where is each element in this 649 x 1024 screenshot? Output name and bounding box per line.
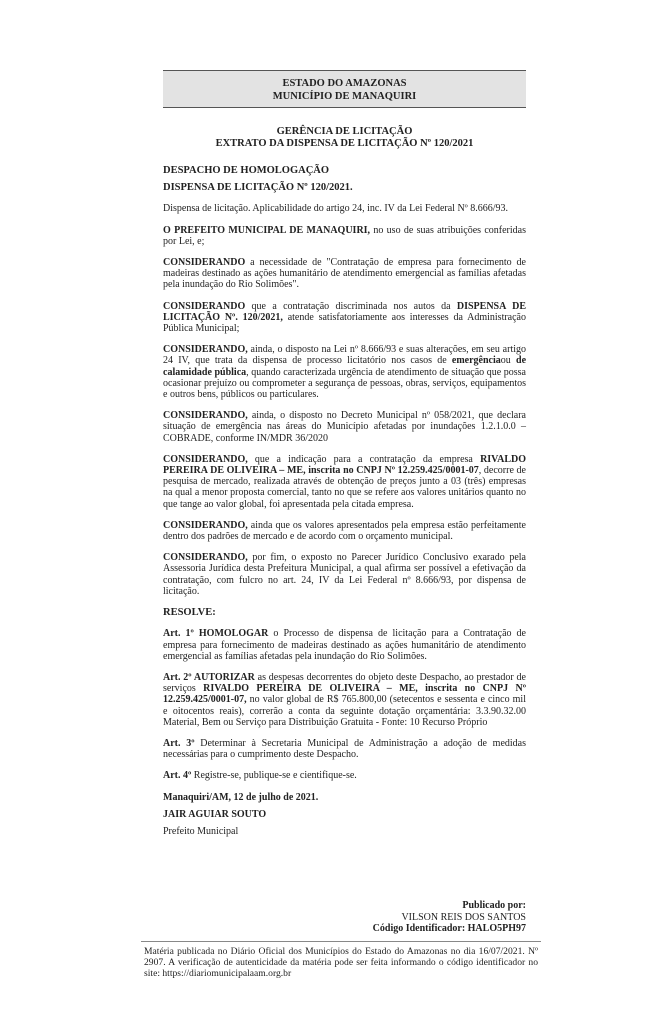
paragraph-9: CONSIDERANDO, por fim, o exposto no Parecer Jurídico Conclusivo exarado pela Assessoria Jurídica desta Prefeitura Municipal, a qual afirma ser possível a efetivação da contratação, com fulcro no art. 24, IV da Lei Federal nº 8.666/93, por dispensa de licitação. (163, 552, 526, 597)
dispensa-heading: DISPENSA DE LICITAÇÃO Nº 120/2021. (163, 182, 353, 194)
signer-role: Prefeito Municipal (163, 825, 239, 837)
paragraph-2: O PREFEITO MUNICIPAL DE MANAQUIRI, no uso de suas atribuições conferidas por Lei, e; (163, 224, 526, 247)
header-box (163, 70, 526, 108)
resolve-heading: RESOLVE: (163, 607, 216, 619)
article-4: Art. 4º Registre-se, publique-se e cientifique-se. (163, 770, 357, 782)
paragraph-5: CONSIDERANDO, ainda, o disposto na Lei nº 8.666/93 e suas alterações, em seu artigo 24 IV, que trata da dispensa de processo licitatório nos casos de emergênciaou de calamidade pública, quando caracterizada urgência de atendimento de situação que possa ocasionar prejuízo ou comprometer a segurança de pessoas, obras, serviços, equipamentos e outros bens, públicos ou particulares. (163, 344, 527, 401)
article-3: Art. 3º Determinar à Secretaria Municipal de Administração a adoção de medidas necessárias para o cumprimento deste Despacho. (163, 737, 526, 761)
paragraph-7: CONSIDERANDO, que a indicação para a contratação da empresa RIVALDO PEREIRA DE OLIVEIRA – ME, inscrita no CNPJ Nº 12.259.425/0001-07, decorre de pesquisa de mercado, realizada através de obtenção de preços junto a 03 (três) empresas na qual a menor proposta comercial, tanto no que se refere aos valores unitários quanto no que tange ao valor global, foi apresentada pela citada empresa. (163, 453, 526, 510)
paragraph-3: CONSIDERANDO a necessidade de "Contratação de empresa para fornecimento de madeiras destinado as ações humanitário de atendimento emergencial as famílias afetadas pela inundação do Rio Solimões". (163, 257, 526, 291)
subtitle (163, 126, 526, 150)
subtitle-extract: EXTRATO DA DISPENSA DE LICITAÇÃO Nº 120/2021 (215, 138, 474, 149)
footer-note: Matéria publicada no Diário Oficial dos Municípios do Estado do Amazonas no dia 16/07/2021. Nº 2907. A verificação de autenticidade da matéria pode ser feita informando o código identificador no site: https://diariomunicipalaam.org.br (144, 946, 538, 980)
header-state: ESTADO DO AMAZONAS (282, 78, 407, 89)
article-1: Art. 1º HOMOLOGAR o Processo de dispensa de licitação para a Contratação de empresa para fornecimento de madeiras destinado as ações humanitário de atendimento emergencial as famílias afetadas pela inundação do Rio Solimões. (163, 628, 526, 662)
signer-name: JAIR AGUIAR SOUTO (163, 808, 267, 820)
publication-block (163, 900, 526, 935)
paragraph-4: CONSIDERANDO que a contratação discriminada nos autos da DISPENSA DE LICITAÇÃO Nº. 120/2021, atende satisfatoriamente aos interesses da Administração Pública Municipal; (163, 300, 526, 335)
publication-code: Código Identificador: HALO5PH97 (372, 923, 526, 934)
paragraph-6: CONSIDERANDO, ainda, o disposto no Decreto Municipal nº 058/2021, que declara situação de emergência nas áreas do Município afetadas por inundações 1.2.1.0.0 – COBRADE, conforme IN/MDR 36/2020 (163, 410, 526, 444)
publication-name: VILSON REIS DOS SANTOS (401, 911, 526, 923)
footer-divider (141, 941, 541, 942)
date-line: Manaquiri/AM, 12 de julho de 2021. (163, 791, 319, 803)
header-municipality: MUNICÍPIO DE MANAQUIRI (272, 91, 417, 102)
paragraph-1: Dispensa de licitação. Aplicabilidade do artigo 24, inc. IV da Lei Federal Nº 8.666/93. (163, 203, 509, 215)
article-2: Art. 2º AUTORIZAR as despesas decorrentes do objeto deste Despacho, ao prestador de serviços RIVALDO PEREIRA DE OLIVEIRA – ME, inscrita no CNPJ Nº 12.259.425/0001-07, no valor global de R$ 765.800,00 (setecentos e sessenta e cinco mil e oitocentos reais), correrão a conta da seguinte dotação orçamentária: 3.3.90.32.00 Material, Bem ou Serviço para Distribuição Gratuita - Fonte: 10 Recurso Próprio (163, 671, 526, 728)
despacho-heading: DESPACHO DE HOMOLOGAÇÃO (163, 165, 330, 176)
publication-label: Publicado por: (462, 900, 526, 911)
paragraph-8: CONSIDERANDO, ainda que os valores apresentados pela empresa estão perfeitamente dentro dos padrões de mercado e de acordo com o orçamento municipal. (163, 519, 526, 543)
subtitle-department: GERÊNCIA DE LICITAÇÃO (276, 126, 413, 137)
document-body (163, 165, 526, 847)
